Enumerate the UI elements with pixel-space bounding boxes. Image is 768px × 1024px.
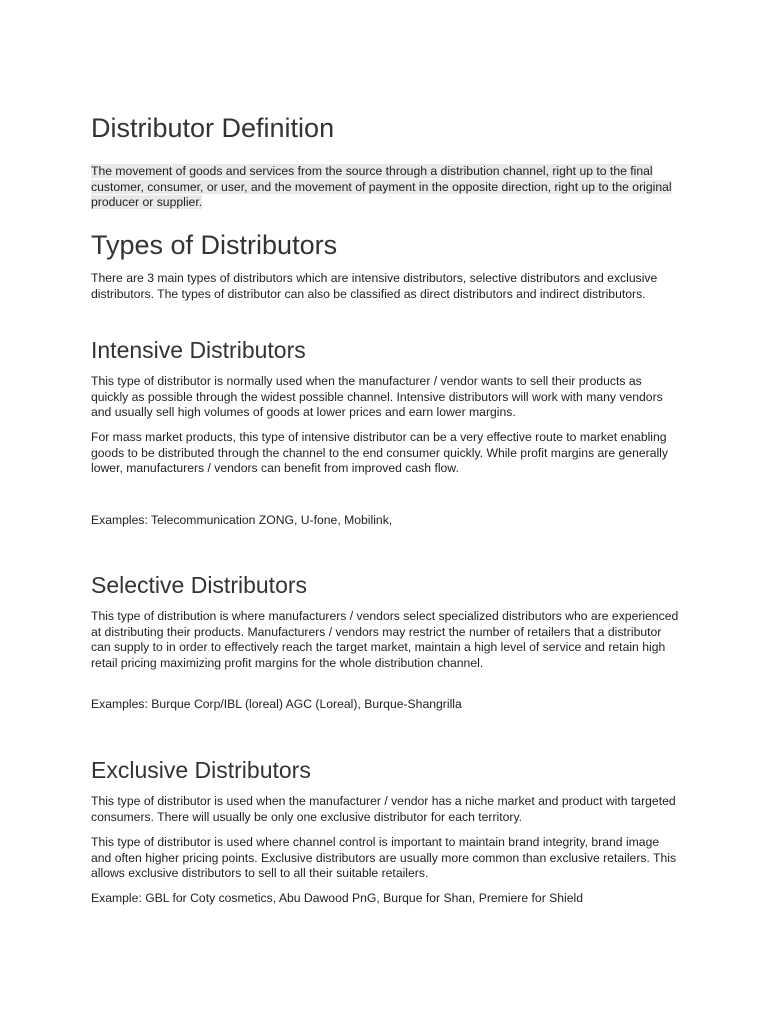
types-heading: Types of Distributors xyxy=(91,230,338,260)
exclusive-heading: Exclusive Distributors xyxy=(91,757,311,783)
selective-heading: Selective Distributors xyxy=(91,572,308,598)
definition-text xyxy=(91,164,681,211)
types-text: There are 3 main types of distributors which are intensive distributors, selective distributors and exclusive distributors. The types of distributor can also be classified as direct distributors and indirect distributors. xyxy=(91,271,658,301)
intensive-paragraph-1: This type of distributor is normally used when the manufacturer / vendor wants to sell their products as quickly as possible through the widest possible channel. Intensive distributors will work with many vendors and usually sell high volumes of goods at lower prices and earn lower margins. xyxy=(91,374,663,420)
selective-paragraph: This type of distribution is where manufacturers / vendors select specialized distributors who are experienced at distributing their products. Manufacturers / vendors may restrict the number of retailers that a distributor can supply to in order to effectively reach the target market, maintain a high level of service and retain high retail pricing maximizing profit margins for the whole distribution channel. xyxy=(91,609,679,670)
intensive-heading: Intensive Distributors xyxy=(91,337,306,363)
intensive-examples: Examples: Telecommunication ZONG, U-fone, Mobilink, xyxy=(91,513,393,527)
definition-heading: Distributor Definition xyxy=(91,113,335,143)
exclusive-example: Example: GBL for Coty cosmetics, Abu Dawood PnG, Burque for Shan, Premiere for Shield xyxy=(91,891,584,905)
selective-examples: Examples: Burque Corp/IBL (loreal) AGC (Loreal), Burque-Shangrilla xyxy=(91,697,462,711)
intensive-paragraph-2: For mass market products, this type of intensive distributor can be a very effective route to market enabling goods to be distributed through the channel to the end consumer quickly. While profit margins are generally lower, manufacturers / vendors can benefit from improved cash flow. xyxy=(91,430,668,476)
exclusive-paragraph-1: This type of distributor is used when the manufacturer / vendor has a niche market and product with targeted consumers. There will usually be only one exclusive distributor for each territory. xyxy=(91,794,676,824)
exclusive-paragraph-2: This type of distributor is used where channel control is important to maintain brand integrity, brand image and often higher pricing points. Exclusive distributors are usually more common than exclusive retailers. This allows exclusive distributors to sell to all their suitable retailers. xyxy=(91,835,677,881)
definition-highlighted-text: The movement of goods and services from the source through a distribution channel, right up to the final customer, consumer, or user, and the movement of payment in the opposite direction, right up to the original producer or supplier. xyxy=(91,164,672,210)
